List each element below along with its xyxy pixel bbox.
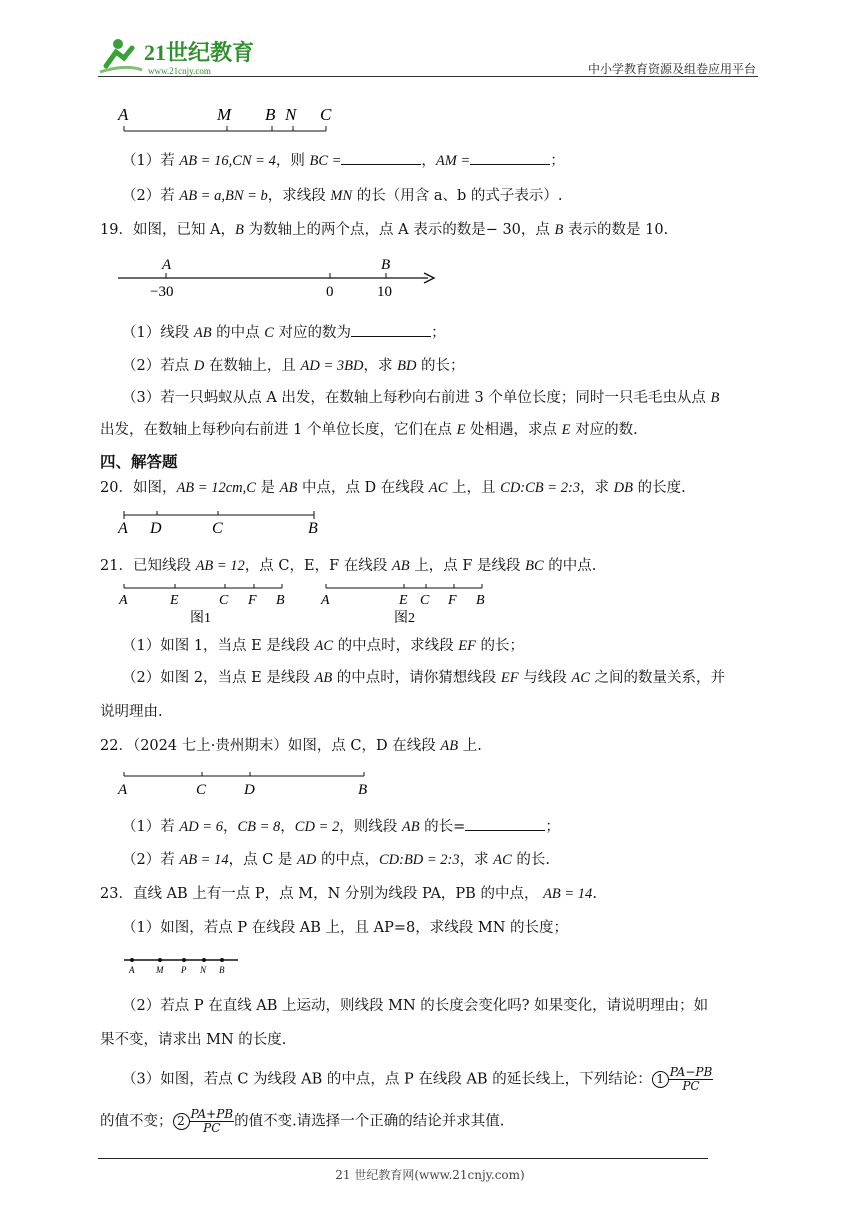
answer-blank-bc[interactable] [341,150,421,165]
point-label-c: C [320,105,332,124]
footer-text: 21 世纪教育网(www.21cnjy.com) [335,1168,525,1182]
q23-part1: （1）如图，若点 P 在线段 AB 上，且 AP=8，求线段 MN 的长度； [122,920,569,936]
q21-stem: 21．已知线段 AB = 12，点 C，E，F 在线段 AB 上，点 F 是线段 BC 的中点. [100,558,597,574]
header-divider [98,76,758,77]
q20-label-a: A [118,520,128,536]
axis-tick-10: 10 [377,284,392,300]
q21-part1: （1）如图 1，当点 E 是线段 AC 的中点时，求线段 EF 的长； [122,638,525,654]
q23-label-a: A [129,965,135,975]
logo-text: 21世纪教育 [144,40,255,65]
fig2-label-a: A [321,593,330,608]
q20-figure [114,506,334,536]
q23-stem: 23．直线 AB 上有一点 P，点 M，N 分别为线段 PA，PB 的中点， AB = 14. [100,886,597,902]
axis-tick-0: 0 [326,284,334,300]
fig1-label-a: A [119,593,128,608]
q19-part1: （1）线段 AB 的中点 C 对应的数为 ； [122,322,446,343]
q19-part2: （2）若点 D 在数轴上，且 AD = 3BD，求 BD 的长； [122,358,465,374]
fig2-label-b: B [476,593,485,608]
axis-label-a: A [162,257,172,273]
q22-part2: （2）若 AB = 14，点 C 是 AD 的中点，CD:BD = 2:3，求 AC 的长. [122,852,550,868]
fig2-caption: 图2 [394,611,415,624]
logo-url: www.21cnjy.com [148,66,211,76]
fig1-label-f: F [248,593,257,608]
q23-label-n: N [200,965,207,975]
q22-label-c: C [196,782,207,798]
fraction-2: $\frac{PA+PB}{PC}$ [190,1107,234,1135]
q21-figure2 [316,580,506,624]
axis-tick-neg30: −30 [150,284,174,300]
point-label-a: A [118,105,129,124]
fig2-label-e: E [399,593,408,608]
option-2-marker: 2 [173,1113,190,1130]
q21-figure1 [114,580,304,624]
header-platform-text: 中小学教育资源及组卷应用平台 [587,62,756,76]
fig2-label-f: F [448,593,457,608]
answer-blank-midpoint[interactable] [351,322,431,337]
option-1-marker: 1 [652,1071,669,1088]
section-heading: 四、解答题 [100,453,178,471]
q22-label-b: B [358,782,368,798]
answer-blank-ab[interactable] [465,816,545,831]
q19-stem: 19．如图，已知 A，B 为数轴上的两个点，点 A 表示的数是− 30，点 B 表示的数是 10. [100,222,669,238]
figure-segment-amnbc [112,104,352,138]
fig1-label-c: C [219,593,229,608]
q23-figure [122,954,252,976]
fig1-label-b: B [276,593,285,608]
q23-label-m: M [156,965,164,975]
q20-label-c: C [212,520,223,536]
axis-label-b: B [381,257,391,273]
q23-label-b: B [219,965,225,975]
q19-part3-line2: 出发，在数轴上每秒向右前进 1 个单位长度，它们在点 E 处相遇，求点 E 对应的数. [100,422,638,438]
q18-part1: （1）若 AB = 16,CN = 4，则 BC = ，AM = ； [122,150,565,171]
fig2-label-c: C [420,593,430,608]
point-label-b: B [265,105,276,124]
q22-label-d: D [244,782,255,798]
q23-part2-line2: 果不变，请求出 MN 的长度. [100,1032,287,1048]
q22-label-a: A [118,782,128,798]
logo-graphic [96,34,266,78]
q20-label-b: B [308,520,318,536]
q23-part3-line2: 的值不变； 2 $\frac{PA+PB}{PC}$ 的值不变.请选择一个正确的结论并求其值. [100,1107,505,1135]
q21-part2-line1: （2）如图 2，当点 E 是线段 AB 的中点时，请你猜想线段 EF 与线段 AC 之间的数量关系，并 [122,670,725,686]
number-line-figure [110,252,440,302]
point-label-m: M [217,105,232,124]
site-logo [96,34,266,78]
q22-stem: 22．（2024 七上·贵州期末）如图，点 C，D 在线段 AB 上. [100,738,482,754]
q20-label-d: D [150,520,162,536]
footer-divider [98,1158,708,1159]
fig1-caption: 图1 [190,611,211,624]
answer-blank-am[interactable] [470,150,550,165]
q20-stem: 20．如图，AB = 12cm,C 是 AB 中点，点 D 在线段 AC 上，且 CD:CB = 2:3，求 DB 的长度. [100,480,686,496]
fraction-1: $\frac{PA-PB}{PC}$ [669,1065,713,1093]
q18-part2: （2）若 AB = a,BN = b，求线段 MN 的长（用含 a、b 的式子表示）. [122,188,563,204]
q23-label-p: P [181,965,187,975]
q22-figure [114,766,384,798]
fig1-label-e: E [170,593,179,608]
q22-part1: （1）若 AD = 6，CB = 8，CD = 2，则线段 AB 的长= ； [122,816,560,837]
q23-part3-line1: （3）如图，若点 C 为线段 AB 的中点，点 P 在线段 AB 的延长线上，下列结论： 1 $\frac{PA-PB}{PC}$ [122,1065,713,1093]
q19-part3-line1: （3）若一只蚂蚁从点 A 出发，在数轴上每秒向右前进 3 个单位长度；同时一只毛毛虫从点 B [122,390,720,406]
q21-part2-line2: 说明理由. [100,704,163,720]
point-label-n: N [285,105,297,124]
q23-part2-line1: （2）若点 P 在直线 AB 上运动，则线段 MN 的长度会变化吗? 如果变化，请说明理由；如 [122,998,709,1014]
